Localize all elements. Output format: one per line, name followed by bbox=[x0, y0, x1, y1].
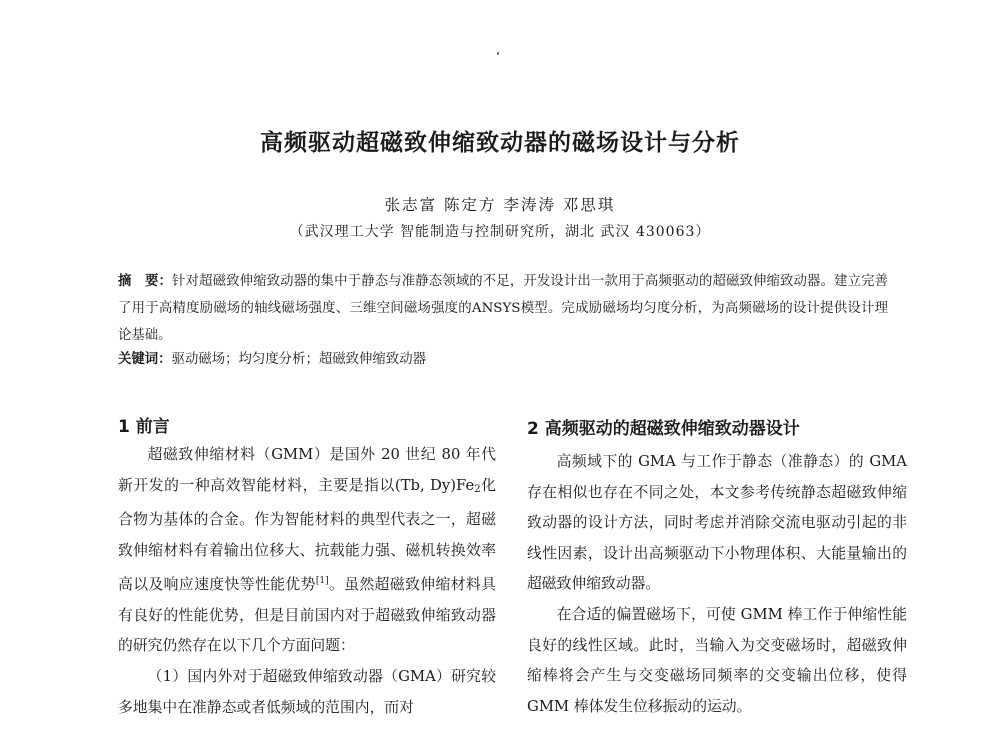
keywords-label: 关键词： bbox=[118, 352, 172, 367]
abstract bbox=[118, 268, 888, 349]
keywords-text: 驱动磁场；均匀度分析；超磁致伸缩致动器 bbox=[171, 352, 426, 367]
section-1-text-b: 化合物为基体的合金。作为智能材料的典型代表之一，超磁致伸缩材料有着输出位移大、抗载能力强、磁机转换效率高以及响应速度快等性能优势 bbox=[118, 476, 496, 594]
keywords bbox=[118, 349, 888, 371]
section-2-paragraph-1: 高频域下的 GMA 与工作于静态（准静态）的 GMA 存在相似也存在不同之处，本文参考传统静态超磁致伸缩致动器的设计方法，同时考虑并消除交流电驱动引起的非线性因素，设计出高频驱动下小物理体积、大能量输出的超磁致伸缩致动器。 bbox=[527, 453, 907, 593]
citation-ref-1: [1] bbox=[315, 576, 329, 587]
section-1-paragraph-2: （1）国内外对于超磁致伸缩致动器（GMA）研究较多地集中在准静态或者低频域的范围内，而对 bbox=[118, 668, 496, 716]
affiliation: （武汉理工大学 智能制造与控制研究所，湖北 武汉 430063） bbox=[289, 224, 711, 240]
right-column bbox=[527, 447, 907, 722]
section-1-paragraph-1 bbox=[118, 440, 496, 662]
section-2-paragraph-2: 在合适的偏置磁场下，可使 GMM 棒工作于伸缩性能良好的线性区域。此时，当输入为交变磁场时，超磁致伸缩棒将会产生与交变磁场同频率的交变输出位移，使得 GMM 棒体发生位移振动的运动。 bbox=[527, 605, 907, 715]
abstract-label: 摘 要： bbox=[118, 274, 173, 289]
author-list: 张志富 陈定方 李涛涛 邓思琪 bbox=[384, 196, 616, 214]
paper-title: 高频驱动超磁致伸缩致动器的磁场设计与分析 bbox=[260, 130, 740, 156]
section-1-text-a: 超磁致伸缩材料（GMM）是国外 20 世纪 80 年代新开发的一种高效智能材料，主要是指以(Tb, Dy)Fe bbox=[118, 446, 496, 494]
left-column bbox=[118, 440, 496, 723]
subscript-2: 2 bbox=[474, 483, 481, 495]
scan-speck bbox=[497, 52, 499, 55]
section-2-heading: 2 高频驱动的超磁致伸缩致动器设计 bbox=[527, 419, 800, 439]
section-1-heading: 1 前言 bbox=[118, 417, 170, 437]
abstract-text: 针对超磁致伸缩致动器的集中于静态与准静态领域的不足，开发设计出一款用于高频驱动的超磁致伸缩致动器。建立完善了用于高精度励磁场的轴线磁场强度、三维空间磁场强度的ANSYS模型。完成励磁场均匀度分析，为高频磁场的设计提供设计理论基础。 bbox=[118, 274, 888, 343]
section-1-text-c: 。虽然超磁致伸缩材料具有良好的性能优势，但是目前国内对于超磁致伸缩致动器的研究仍然存在以下几个方面问题： bbox=[118, 576, 496, 655]
